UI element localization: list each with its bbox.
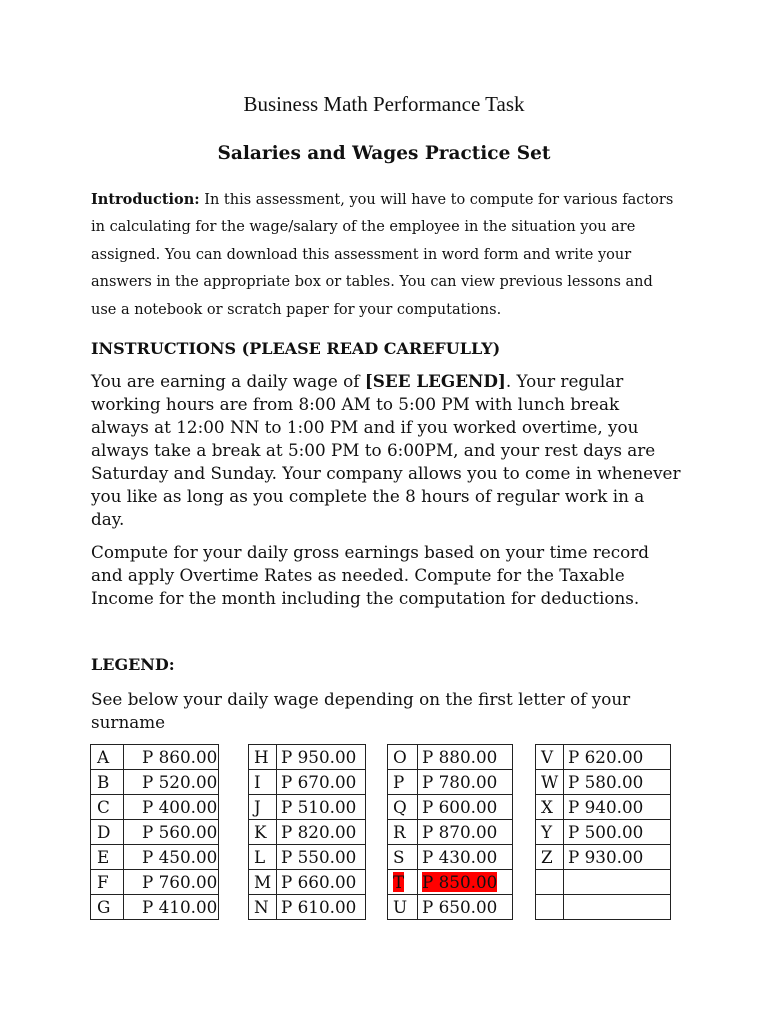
daily-wage-cell: P 580.00: [564, 770, 671, 795]
surname-letter-cell: U: [388, 895, 418, 920]
wage-row: [91, 770, 219, 795]
daily-wage-cell: P 560.00: [124, 820, 219, 845]
legend-description: See below your daily wage depending on the first letter of your surname: [91, 689, 631, 732]
wage-row: [249, 895, 366, 920]
surname-letter-cell: I: [249, 770, 277, 795]
surname-letter-cell: [536, 870, 564, 895]
surname-letter-cell: W: [536, 770, 564, 795]
surname-letter-cell: Q: [388, 795, 418, 820]
surname-letter-cell: [536, 895, 564, 920]
wage-row: [536, 795, 671, 820]
instructions-heading: INSTRUCTIONS (PLEASE READ CAREFULLY): [91, 339, 501, 358]
surname-letter-cell: J: [249, 795, 277, 820]
daily-wage-cell: P 410.00: [124, 895, 219, 920]
wage-row: [249, 845, 366, 870]
daily-wage-cell: P 660.00: [277, 870, 366, 895]
surname-letter-cell: A: [91, 745, 124, 770]
daily-wage-cell: [418, 870, 513, 895]
daily-wage-cell: P 430.00: [418, 845, 513, 870]
wage-row: [91, 795, 219, 820]
daily-wage-cell: P 400.00: [124, 795, 219, 820]
surname-letter-cell: C: [91, 795, 124, 820]
surname-letter-cell: R: [388, 820, 418, 845]
daily-wage-cell: P 930.00: [564, 845, 671, 870]
surname-letter-cell: B: [91, 770, 124, 795]
daily-wage-cell: P 820.00: [277, 820, 366, 845]
instructions-paragraph-2: Compute for your daily gross earnings based on your time record and apply Overtime Rates as needed. Compute for the Taxable Income for the month including the computation for deductions.: [91, 542, 650, 608]
surname-letter-cell: F: [91, 870, 124, 895]
document-subtitle: Salaries and Wages Practice Set: [217, 143, 551, 164]
wage-row: [91, 895, 219, 920]
daily-wage-cell: P 760.00: [124, 870, 219, 895]
surname-letter-cell: O: [388, 745, 418, 770]
wage-table-o-u: [387, 744, 513, 920]
surname-letter-cell: E: [91, 845, 124, 870]
wage-row: [91, 845, 219, 870]
daily-wage-cell: P 550.00: [277, 845, 366, 870]
daily-wage-cell: P 450.00: [124, 845, 219, 870]
surname-letter-cell: S: [388, 845, 418, 870]
wage-row: [91, 870, 219, 895]
wage-row: [536, 745, 671, 770]
surname-letter-cell: [388, 870, 418, 895]
surname-letter-cell: V: [536, 745, 564, 770]
surname-letter-cell: L: [249, 845, 277, 870]
wage-row: [249, 745, 366, 770]
daily-wage-cell: P 870.00: [418, 820, 513, 845]
surname-letter-cell: G: [91, 895, 124, 920]
instructions-p1-after: . Your regular working hours are from 8:00 AM to 5:00 PM with lunch break always at 12:00 NN to 1:00 PM and if you worked overtime, you always take a break at 5:00 PM to 6:00PM, and your rest days are Saturday and Sunday. Your company allows you to come in whenever you like as long as you complete the 8 hours of regular work in a day.: [91, 371, 681, 529]
legend-heading: LEGEND:: [91, 655, 175, 674]
daily-wage-cell: P 620.00: [564, 745, 671, 770]
wage-row: [388, 795, 513, 820]
daily-wage-cell: P 940.00: [564, 795, 671, 820]
daily-wage-cell: [564, 870, 671, 895]
surname-letter-cell: K: [249, 820, 277, 845]
wage-row: [388, 820, 513, 845]
daily-wage-cell: P 860.00: [124, 745, 219, 770]
daily-wage-cell: P 610.00: [277, 895, 366, 920]
daily-wage-cell: P 950.00: [277, 745, 366, 770]
highlighted-letter: T: [393, 872, 405, 892]
daily-wage-cell: P 780.00: [418, 770, 513, 795]
surname-letter-cell: M: [249, 870, 277, 895]
surname-letter-cell: P: [388, 770, 418, 795]
wage-row: [536, 820, 671, 845]
introduction-text: In this assessment, you will have to compute for various factors in calculating for the wage/salary of the employee in the situation you are assigned. You can download this assessment in word form and write your answers in the appropriate box or tables. You can view previous lessons and use a notebook or scratch paper for your computations.: [91, 192, 674, 318]
surname-letter-cell: X: [536, 795, 564, 820]
wage-row: [388, 770, 513, 795]
wage-row: [91, 820, 219, 845]
wage-row: [388, 745, 513, 770]
instructions-paragraph-1: [91, 370, 681, 531]
wage-row: [91, 745, 219, 770]
wage-row: [536, 845, 671, 870]
introduction-label: Introduction:: [91, 191, 200, 208]
wage-table-v-z: [535, 744, 671, 920]
wage-table-h-n: [248, 744, 366, 920]
daily-wage-cell: P 520.00: [124, 770, 219, 795]
surname-letter-cell: Z: [536, 845, 564, 870]
wage-row: [249, 870, 366, 895]
wage-row: [249, 795, 366, 820]
instructions-p1-before: You are earning a daily wage of: [91, 371, 365, 391]
surname-letter-cell: H: [249, 745, 277, 770]
wage-table-a-g: [90, 744, 219, 920]
wage-row: [388, 870, 513, 895]
wage-row: [249, 770, 366, 795]
highlighted-amount: P 850.00: [422, 872, 498, 892]
wage-row: [388, 845, 513, 870]
wage-row: [388, 895, 513, 920]
daily-wage-cell: [564, 895, 671, 920]
surname-letter-cell: Y: [536, 820, 564, 845]
daily-wage-cell: P 650.00: [418, 895, 513, 920]
wage-row: [249, 820, 366, 845]
daily-wage-cell: P 500.00: [564, 820, 671, 845]
wage-row: [536, 895, 671, 920]
daily-wage-cell: P 510.00: [277, 795, 366, 820]
surname-letter-cell: N: [249, 895, 277, 920]
daily-wage-cell: P 880.00: [418, 745, 513, 770]
wage-row: [536, 870, 671, 895]
introduction-paragraph: [91, 186, 681, 324]
see-legend-bold: [SEE LEGEND]: [364, 371, 506, 391]
surname-letter-cell: D: [91, 820, 124, 845]
document-title: Business Math Performance Task: [243, 92, 525, 116]
wage-row: [536, 770, 671, 795]
daily-wage-cell: P 600.00: [418, 795, 513, 820]
daily-wage-cell: P 670.00: [277, 770, 366, 795]
